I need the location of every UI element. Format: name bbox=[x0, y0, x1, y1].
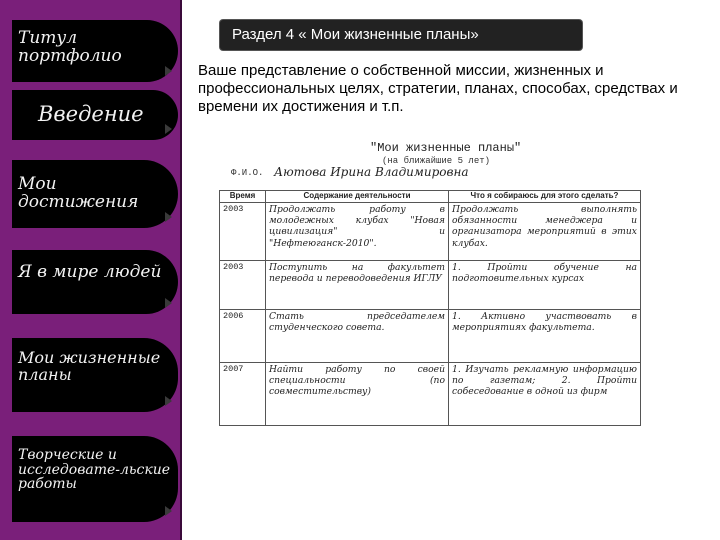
column-header: Что я собираюсь для этого сделать? bbox=[449, 191, 641, 203]
activity-cell: Стать председателем студенческого совета. bbox=[266, 310, 449, 363]
plan-cell: 1. Пройти обучение на подготовительных курсах bbox=[449, 261, 641, 310]
section-description: Ваше представление о собственной миссии, жизненных и профессиональных целях, стратегии, планах, способах, средствах и времени их достижения и т.п. bbox=[198, 62, 678, 115]
column-header: Время bbox=[220, 191, 266, 203]
activity-cell: Поступить на факультет перевода и переводоведения ИГЛУ bbox=[266, 261, 449, 310]
arrow-right-icon bbox=[165, 298, 172, 308]
year-cell: 2003 bbox=[220, 261, 266, 310]
table-row bbox=[220, 310, 641, 363]
plan-cell: 1. Изучать рекламную информацию по газетам; 2. Пройти собеседование в одной из фирм bbox=[449, 363, 641, 426]
section-title: Раздел 4 « Мои жизненные планы» bbox=[232, 26, 479, 43]
nav-item-creative-works[interactable] bbox=[12, 436, 178, 522]
nav-item-achievements[interactable] bbox=[12, 160, 178, 228]
name-label: Ф.И.О. bbox=[231, 168, 264, 178]
nav-item-label: Я в мире людей bbox=[18, 262, 162, 282]
table-row bbox=[220, 261, 641, 310]
person-name: Аютова Ирина Владимировна bbox=[274, 165, 469, 179]
nav-item-label: Творческие и исследовате-льские работы bbox=[18, 447, 171, 493]
year-cell: 2006 bbox=[220, 310, 266, 363]
table-row bbox=[220, 363, 641, 426]
section-header bbox=[220, 20, 582, 50]
arrow-right-icon bbox=[165, 396, 172, 406]
nav-item-title[interactable] bbox=[12, 20, 178, 82]
plan-cell: 1. Активно участвовать в мероприятиях факультета. bbox=[449, 310, 641, 363]
arrow-right-icon bbox=[165, 66, 172, 76]
nav-item-introduction[interactable] bbox=[12, 90, 178, 140]
nav-item-label: Введение bbox=[38, 102, 144, 126]
activity-cell: Продолжать работу в молодежных клубах "Новая цивилизация" и "Нефтеюганск-2010". bbox=[266, 203, 449, 261]
year-cell: 2003 bbox=[220, 203, 266, 261]
table-header-row bbox=[220, 191, 641, 203]
arrow-right-icon bbox=[165, 124, 172, 134]
year-cell: 2007 bbox=[220, 363, 266, 426]
nav-item-life-plans[interactable] bbox=[12, 338, 178, 412]
arrow-right-icon bbox=[165, 212, 172, 222]
table-row bbox=[220, 203, 641, 261]
activity-cell: Найти работу по своей специальности (по совместительству) bbox=[266, 363, 449, 426]
column-header: Содержание деятельности bbox=[266, 191, 449, 203]
sidebar-divider bbox=[180, 0, 182, 540]
nav-item-people[interactable] bbox=[12, 250, 178, 314]
nav-item-label: Мои достижения bbox=[18, 174, 139, 212]
plan-cell: Продолжать выполнять обязанности менеджера и организатора мероприятий в этих клубах. bbox=[449, 203, 641, 261]
document-subtitle: (на ближайшие 5 лет) bbox=[382, 156, 491, 166]
nav-item-label: Титул портфолио bbox=[18, 28, 122, 66]
plans-table bbox=[219, 190, 641, 426]
document-title: "Мои жизненные планы" bbox=[370, 141, 522, 155]
nav-item-label: Мои жизненные планы bbox=[18, 348, 161, 384]
arrow-right-icon bbox=[165, 506, 172, 516]
